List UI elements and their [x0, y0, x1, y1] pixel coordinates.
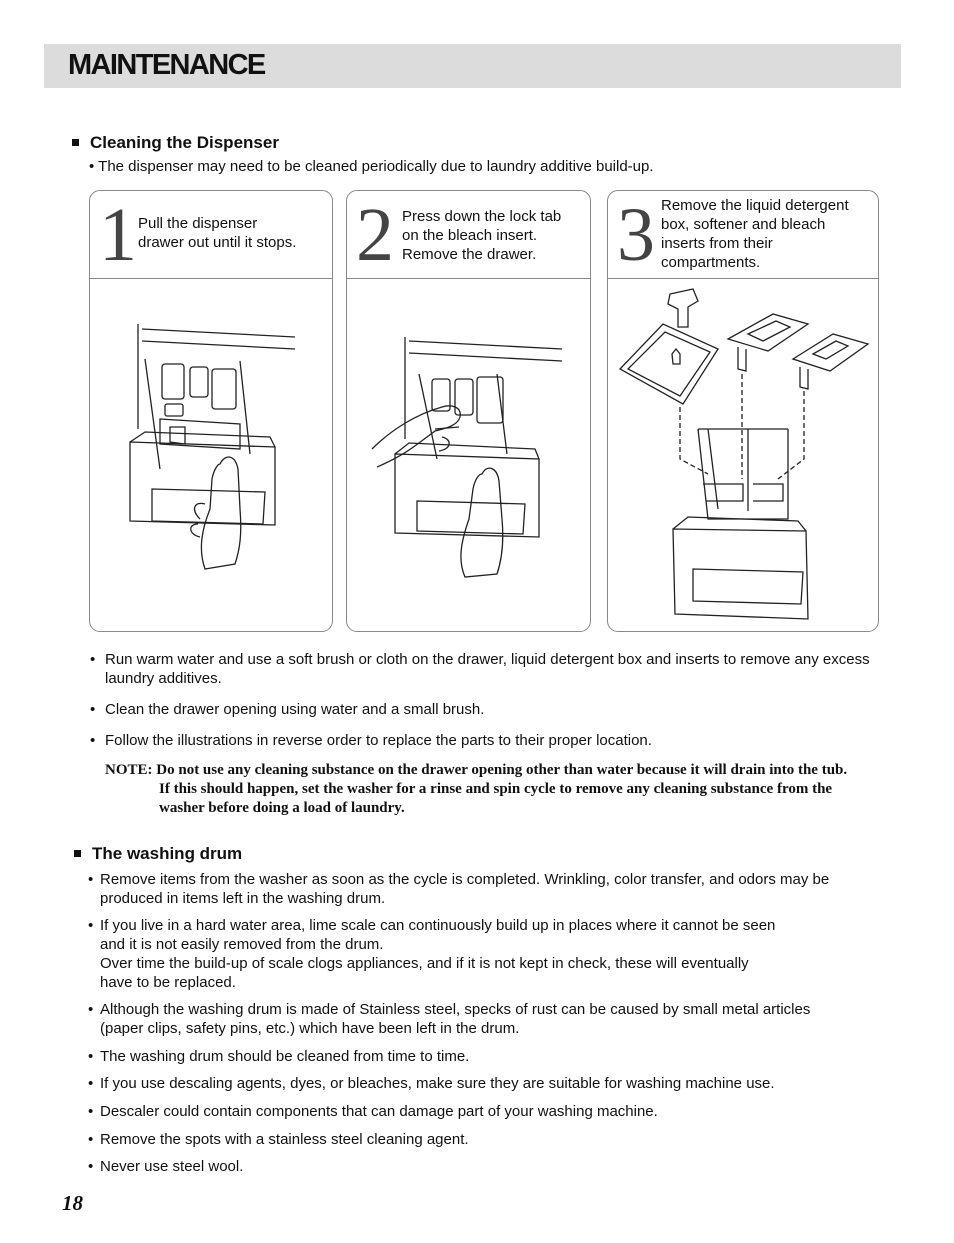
bullet-dot-icon: • [90, 732, 96, 749]
bullet-line: Over time the build-up of scale clogs appliances, and if it is not kept in check, these will eventually [100, 955, 749, 972]
dispenser-bullet-3 [90, 731, 910, 750]
bullet-line: and it is not easily removed from the drum. [100, 936, 384, 953]
dispenser-bullet-1 [90, 650, 910, 688]
step-text-line: Remove the drawer. [402, 246, 537, 263]
step-text-line: compartments. [661, 254, 761, 271]
bullet-dot-icon: • [88, 1075, 94, 1092]
step-text-line: Remove the liquid detergent [661, 197, 849, 214]
drum-bullet-8 [88, 1157, 918, 1176]
inserts-removal-illustration [608, 279, 880, 629]
step-text [402, 207, 587, 264]
bullet-dot-icon: • [88, 1001, 94, 1018]
bullet-line: produced in items left in the washing drum. [100, 890, 386, 907]
step-text-line: box, softener and bleach [661, 216, 826, 233]
square-bullet-icon [72, 139, 79, 146]
note-block [105, 761, 905, 818]
drum-bullet-7 [88, 1130, 918, 1149]
note-line: Do not use any cleaning substance on the drawer opening other than water because it will drain into the tub. [156, 762, 848, 778]
bullet-line: Although the washing drum is made of Stainless steel, specks of rust can be caused by small metal articles [100, 1001, 811, 1018]
bullet-dot-icon: • [89, 158, 95, 175]
drum-bullet-1 [88, 870, 918, 908]
step-number: 1 [99, 193, 137, 277]
bullet-dot-icon: • [90, 701, 96, 718]
step-text-line: inserts from their [661, 235, 773, 252]
drum-bullet-3 [88, 1000, 918, 1038]
bullet-dot-icon: • [88, 1103, 94, 1120]
page-number: 18 [62, 1191, 83, 1215]
bullet-line: If you live in a hard water area, lime scale can continuously build up in places where it cannot be seen [100, 917, 776, 934]
step-text-line: drawer out until it stops. [138, 234, 297, 251]
bullet-dot-icon: • [88, 1048, 94, 1065]
bullet-dot-icon: • [88, 871, 94, 888]
square-bullet-icon [74, 850, 81, 857]
step-text [138, 214, 328, 252]
section-heading-dispenser [72, 133, 279, 153]
drum-bullet-4 [88, 1047, 918, 1066]
bullet-line: have to be replaced. [100, 974, 236, 991]
bullet-dot-icon: • [88, 917, 94, 934]
note-line: If this should happen, set the washer for a rinse and spin cycle to remove any cleaning substance from the [159, 781, 833, 797]
note-line: washer before doing a load of laundry. [159, 800, 405, 816]
dispenser-bullet-2 [90, 700, 910, 719]
bullet-dot-icon: • [90, 651, 96, 668]
page-title: MAINTENANCE [68, 49, 265, 81]
step-panel-2 [346, 190, 591, 632]
intro-text: The dispenser may need to be cleaned periodically due to laundry additive build-up. [98, 158, 654, 175]
section-heading-drum [74, 844, 242, 864]
bullet-dot-icon: • [88, 1158, 94, 1175]
step-text [661, 196, 876, 272]
bullet-line: Clean the drawer opening using water and a small brush. [105, 701, 485, 718]
lock-tab-press-illustration [347, 279, 592, 629]
dispenser-drawer-pull-illustration [90, 279, 334, 629]
step-panel-1 [89, 190, 333, 632]
section-heading-text: Cleaning the Dispenser [90, 133, 279, 152]
step-panel-3 [607, 190, 879, 632]
bullet-line: Descaler could contain components that can damage part of your washing machine. [100, 1103, 658, 1120]
drum-bullet-2 [88, 916, 918, 992]
bullet-line: Remove items from the washer as soon as the cycle is completed. Wrinkling, color transfer, and odors may be [100, 871, 830, 888]
bullet-line: Never use steel wool. [100, 1158, 244, 1175]
bullet-line: Run warm water and use a soft brush or cloth on the drawer, liquid detergent box and inserts to remove any excess [105, 651, 870, 668]
step-text-line: Press down the lock tab [402, 208, 562, 225]
bullet-line: laundry additives. [105, 670, 222, 687]
note-label: NOTE: [105, 762, 153, 778]
bullet-line: Remove the spots with a stainless steel cleaning agent. [100, 1131, 469, 1148]
bullet-line: If you use descaling agents, dyes, or bleaches, make sure they are suitable for washing machine use. [100, 1075, 775, 1092]
step-number: 2 [356, 193, 394, 277]
step-text-line: Pull the dispenser [138, 215, 258, 232]
section-heading-text: The washing drum [92, 844, 243, 863]
bullet-line: The washing drum should be cleaned from time to time. [100, 1048, 470, 1065]
bullet-dot-icon: • [88, 1131, 94, 1148]
drum-bullet-6 [88, 1102, 918, 1121]
dispenser-intro [89, 157, 889, 176]
step-text-line: on the bleach insert. [402, 227, 538, 244]
bullet-line: (paper clips, safety pins, etc.) which have been left in the drum. [100, 1020, 520, 1037]
bullet-line: Follow the illustrations in reverse order to replace the parts to their proper location. [105, 732, 652, 749]
step-number: 3 [617, 193, 655, 277]
drum-bullet-5 [88, 1074, 918, 1093]
header-bar [44, 44, 901, 88]
